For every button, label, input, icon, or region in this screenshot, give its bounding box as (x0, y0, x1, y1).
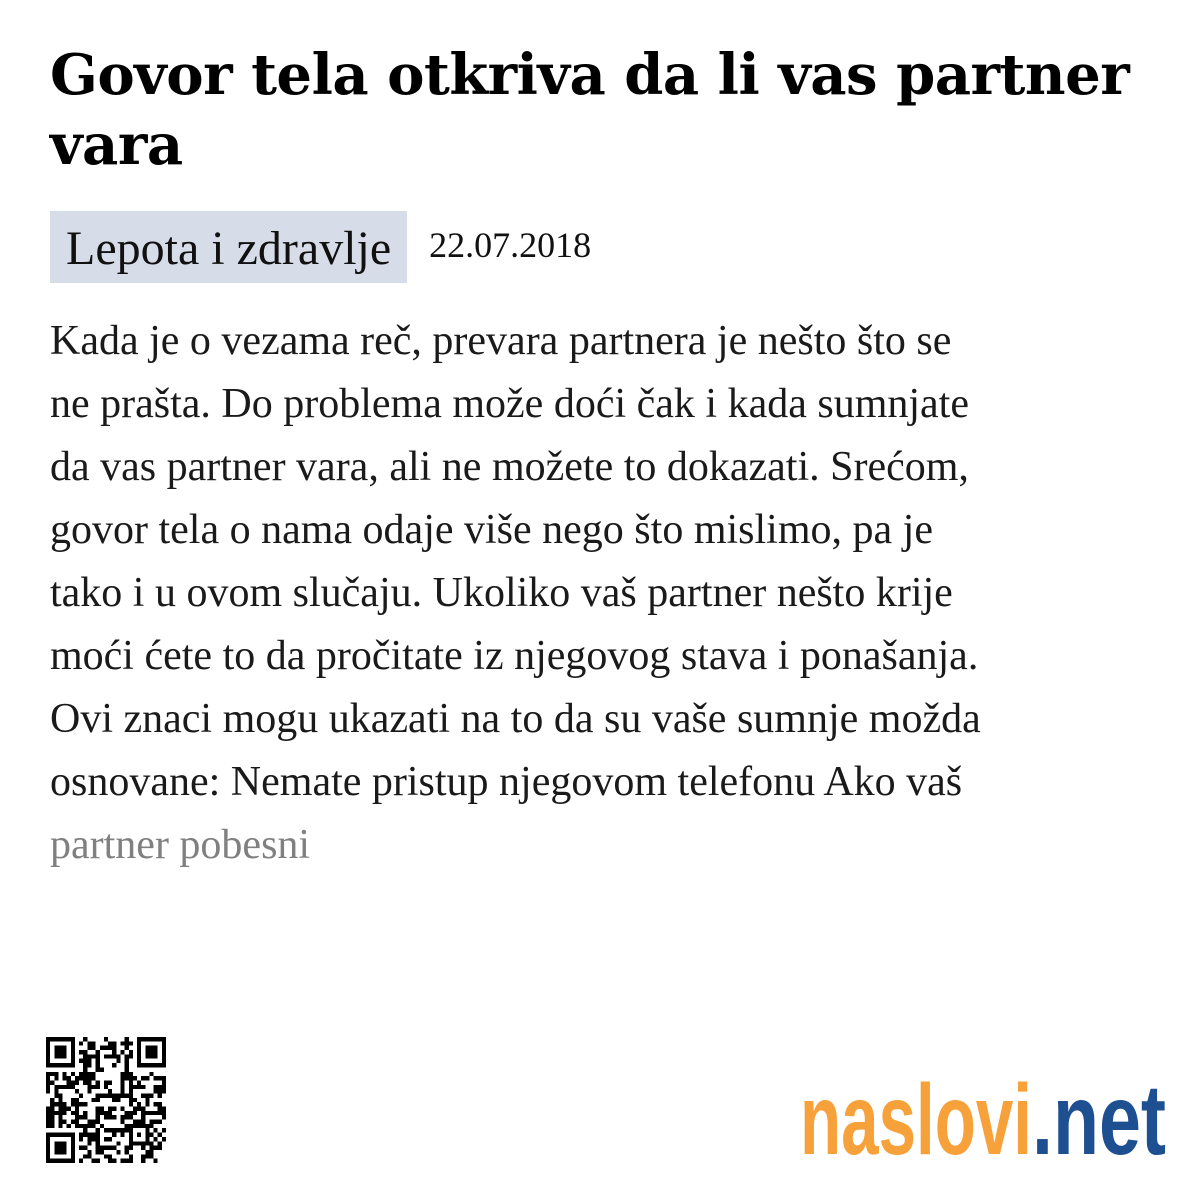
article-date: 22.07.2018 (429, 225, 592, 265)
qr-code-icon (46, 1037, 166, 1163)
body-line: moći ćete to da pročitate iz njegovog stava i ponašanja. (50, 633, 979, 679)
article-meta (50, 211, 591, 283)
logo-text-naslovi: naslovi (800, 1064, 1032, 1174)
body-line: Kada je o vezama reč, prevara partnera je nešto što se (50, 318, 952, 364)
body-line: Ovi znaci mogu ukazati na to da su vaše sumnje možda (50, 696, 981, 742)
logo-text-net: .net (1032, 1064, 1166, 1174)
body-line-faded: partner pobesni (50, 822, 311, 868)
site-logo[interactable] (800, 1058, 1168, 1174)
body-line: tako i u ovom slučaju. Ukoliko vaš partner nešto krije (50, 570, 953, 616)
body-line: ne prašta. Do problema može doći čak i kada sumnjate (50, 381, 969, 427)
body-line: osnovane: Nemate pristup njegovom telefonu Ako vaš (50, 759, 963, 805)
body-line: govor tela o nama odaje više nego što mislimo, pa je (50, 507, 933, 553)
category-badge[interactable]: Lepota i zdravlje (50, 211, 407, 283)
body-line: da vas partner vara, ali ne možete to dokazati. Srećom, (50, 444, 969, 490)
article-body (50, 310, 1160, 877)
article-title: Govor tela otkriva da li vas partner vara (50, 42, 1130, 178)
